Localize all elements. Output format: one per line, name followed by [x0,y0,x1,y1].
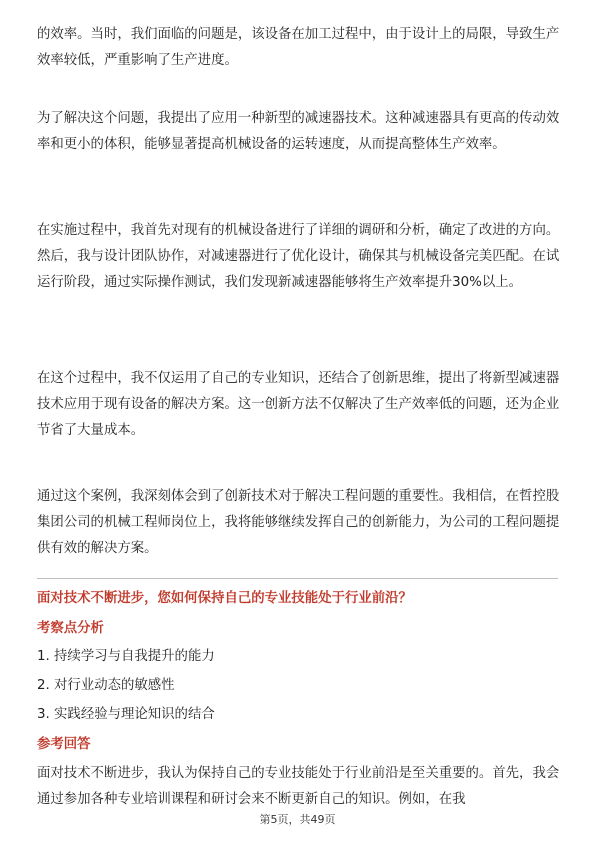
answer-paragraph: 面对技术不断进步，我认为保持自己的专业技能处于行业前沿是至关重要的。首先，我会通过参加各种专业培训课程和研讨会来不断更新自己的知识。例如，在我 [37,766,560,807]
body-paragraph-2: 为了解决这个问题，我提出了应用一种新型的减速器技术。这种减速器具有更高的传动效率和更小的体积，能够显著提高机械设备的运转速度，从而提高整体生产效率。 [37,111,560,152]
analysis-list [37,642,562,729]
list-item: 3. 实践经验与理论知识的结合 [37,707,215,722]
analysis-heading: 考察点分析 [37,621,104,636]
section-divider [37,578,558,579]
list-item: 1. 持续学习与自我提升的能力 [37,649,215,664]
body-paragraph-1: 的效率。当时，我们面临的问题是，该设备在加工过程中，由于设计上的局限，导致生产效率较低，严重影响了生产进度。 [37,27,560,68]
body-paragraph-3: 在实施过程中，我首先对现有的机械设备进行了详细的调研和分析，确定了改进的方向。然后，我与设计团队协作，对减速器进行了优化设计，确保其与机械设备完美匹配。在试运行阶段，通过实际操作测试，我们发现新减速器能够将生产效率提升30%以上。 [37,223,560,290]
list-item: 2. 对行业动态的敏感性 [37,678,175,693]
body-paragraph-4: 在这个过程中，我不仅运用了自己的专业知识，还结合了创新思维，提出了将新型减速器技术应用于现有设备的解决方案。这一创新方法不仅解决了生产效率低的问题，还为企业节省了大量成本。 [37,371,560,438]
body-paragraph-5: 通过这个案例，我深刻体会到了创新技术对于解决工程问题的重要性。我相信，在哲控股集团公司的机械工程师岗位上，我将能够继续发挥自己的创新能力，为公司的工程问题提供有效的解决方案。 [37,489,560,556]
page-number: 第5页，共49页 [259,813,336,826]
answer-heading: 参考回答 [37,737,91,752]
interview-question: 面对技术不断进步，您如何保持自己的专业技能处于行业前沿？ [37,591,412,606]
